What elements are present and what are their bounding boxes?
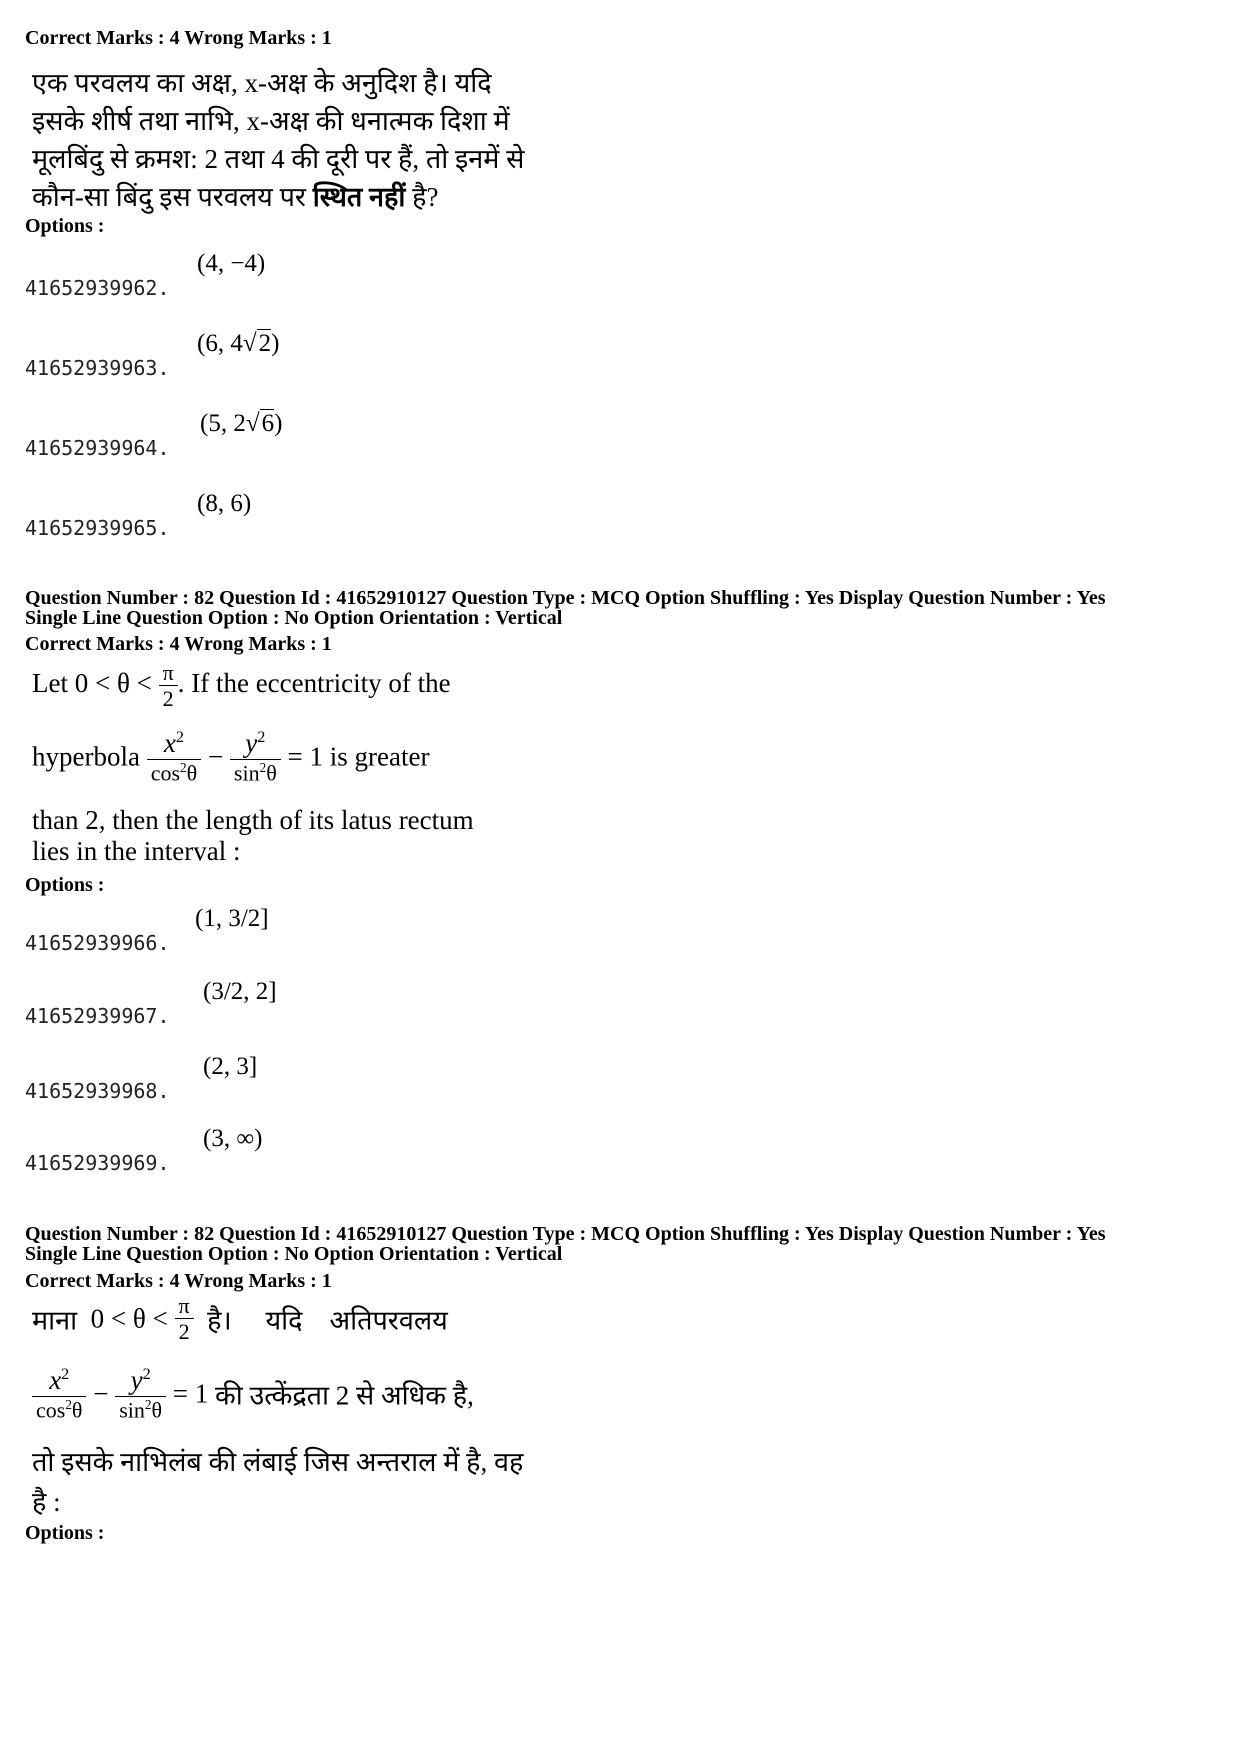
question-line: तो इसके नाभिलंब की लंबाई जिस अन्तराल में है, वह — [32, 1447, 524, 1477]
option-value: (2, 3] — [203, 1053, 258, 1080]
hyperbola-equation: hyperbola $\frac{x^2}{\cos^2\theta}$ − $\frac{y^2}{\sin^2\theta}$ = 1 is greater — [32, 728, 430, 786]
option-id: 41652939965. — [25, 516, 170, 540]
question-meta-line: Question Number : 82 Question Id : 41652910127 Question Type : MCQ Option Shuffling : Yes Display Question Number : Yes — [25, 587, 1106, 609]
pi-over-2-fraction: $\frac{\pi}{2}$ — [159, 660, 178, 712]
question-line: एक परवलय का अक्ष, x-अक्ष के अनुदिश है। यदि — [32, 68, 492, 98]
option-value: (8, 6) — [197, 490, 252, 517]
pi-over-2-fraction: $\frac{\pi}{2}$ — [175, 1293, 194, 1345]
option-value: (3/2, 2] — [203, 978, 277, 1005]
question-line: माना 0 < θ < $\frac{\pi}{2}$ है। यदि अतिपरवलय — [32, 1293, 448, 1345]
question-line: है : — [32, 1487, 61, 1517]
question-text — [32, 64, 572, 216]
option-id: 41652939966. — [25, 931, 170, 955]
option-value: (5, 2√6) — [200, 410, 283, 437]
option-value: (3, ∞) — [203, 1125, 263, 1152]
options-label: Options : — [25, 874, 105, 896]
option-id: 41652939962. — [25, 276, 170, 300]
question-meta-line: Single Line Question Option : No Option Orientation : Vertical — [25, 607, 563, 629]
question-line: कौन-सा बिंदु इस परवलय पर स्थित नहीं है? — [32, 182, 439, 212]
option-value: (1, 3/2] — [195, 905, 269, 932]
question-line: मूलबिंदु से क्रमश: 2 तथा 4 की दूरी पर हैं, तो इनमें से — [32, 144, 525, 174]
option-value: (4, −4) — [197, 250, 266, 277]
question-line: than 2, then the length of its latus rectum — [32, 805, 474, 835]
question-line: lies in the interval : — [32, 836, 241, 866]
x-squared-fraction: $\frac{x^2}{\cos^2\theta}$ — [32, 1365, 86, 1423]
emphasis-text: स्थित नहीं — [312, 182, 406, 212]
y-squared-fraction: $\frac{y^2}{\sin^2\theta}$ — [115, 1365, 166, 1423]
options-label: Options : — [25, 215, 105, 237]
question-meta-line: Single Line Question Option : No Option Orientation : Vertical — [25, 1243, 563, 1265]
options-label: Options : — [25, 1522, 105, 1544]
option-value: (6, 4√2) — [197, 330, 280, 357]
question-line: Let 0 < θ < $\frac{\pi}{2}$ . If the eccentricity of the — [32, 660, 451, 712]
question-meta-line: Question Number : 82 Question Id : 41652910127 Question Type : MCQ Option Shuffling : Yes Display Question Number : Yes — [25, 1223, 1106, 1245]
question-line: इसके शीर्ष तथा नाभि, x-अक्ष की धनात्मक दिशा में — [32, 106, 510, 136]
option-id: 41652939964. — [25, 436, 170, 460]
option-id: 41652939969. — [25, 1151, 170, 1175]
option-id: 41652939967. — [25, 1004, 170, 1028]
hyperbola-equation: $\frac{x^2}{\cos^2\theta}$ − $\frac{y^2}{\sin^2\theta}$ = 1 की उत्केंद्रता 2 से अधिक है, — [32, 1365, 474, 1423]
marks-line: Correct Marks : 4 Wrong Marks : 1 — [25, 1270, 332, 1292]
option-id: 41652939968. — [25, 1079, 170, 1103]
marks-line: Correct Marks : 4 Wrong Marks : 1 — [25, 27, 332, 49]
marks-line: Correct Marks : 4 Wrong Marks : 1 — [25, 633, 332, 655]
x-squared-fraction: $\frac{x^2}{\cos^2\theta}$ — [147, 728, 201, 786]
option-id: 41652939963. — [25, 356, 170, 380]
y-squared-fraction: $\frac{y^2}{\sin^2\theta}$ — [230, 728, 281, 786]
